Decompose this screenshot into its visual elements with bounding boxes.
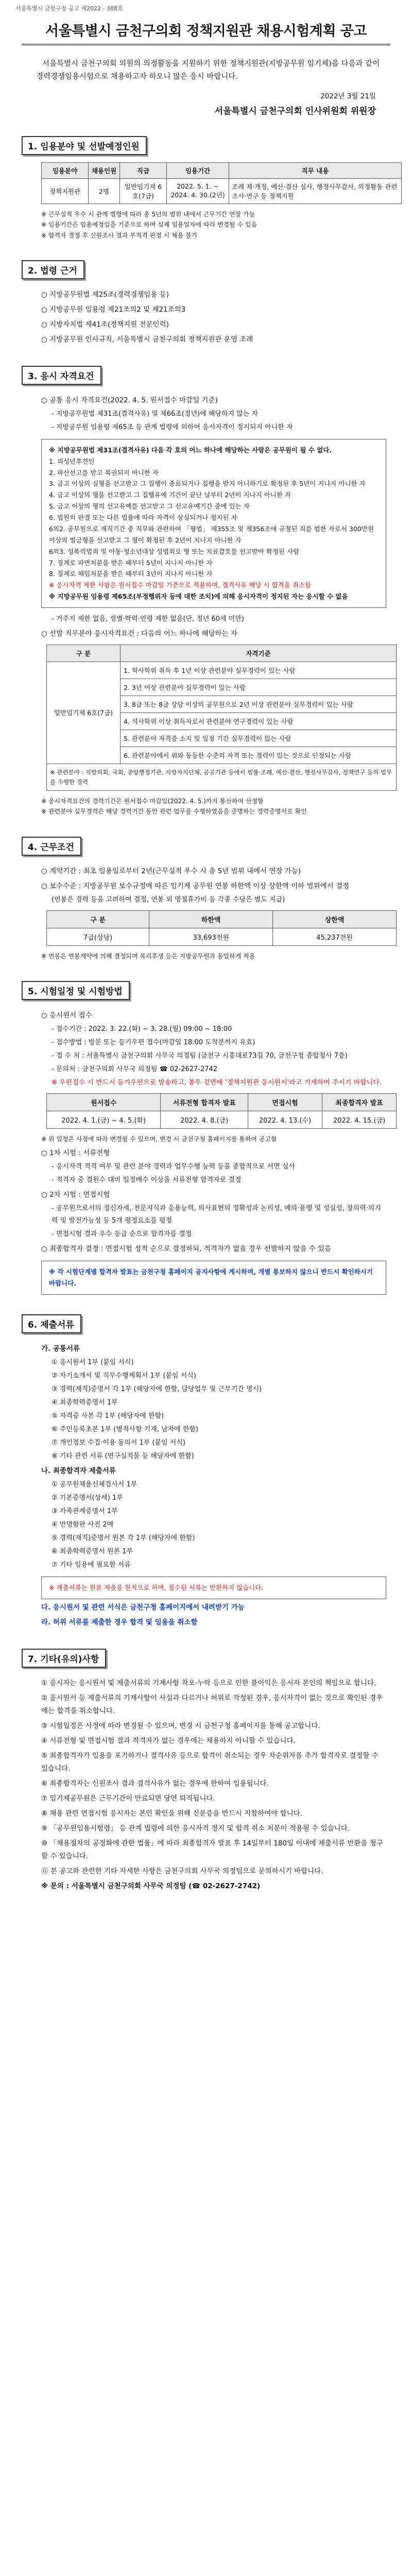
qualification-item: - 지방공무원법 제31조(결격사유) 및 제66조(정년)에 해당하지 않는 자 [52, 410, 258, 418]
section-heading-qualification: 3. 응시 자격요건 [22, 366, 101, 385]
law-item: ○ 지방자치법 제41조(정책지원 전문인력) [41, 320, 169, 329]
schedule-item: - 접수방법 : 방문 또는 등기우편 접수(마감일 18:00 도착분까지 유효) [52, 1039, 255, 1047]
table-header: 원서접수 [47, 1094, 161, 1111]
doc-item: 나. 최종합격자 제출서류 [41, 1466, 116, 1475]
schedule-item: - 접수기간 : 2022. 3. 22.(화) ~ 3. 28.(월) 09:00 ~ 18:00 [52, 1025, 232, 1033]
schedule-note: ※ 위 일정은 사정에 따라 변경될 수 있으며, 변경 시 금천구청 홈페이지를 통하여 공고함 [41, 1136, 277, 1143]
doc-item: ⑧ 기타 관련 서류 (연구실적물 등 해당자에 한함) [52, 1452, 194, 1460]
note-line: ※ 관련분야 실무경력은 해당 경력기간 동안 관련 업무를 수행하였음을 증명하는 경력증명서로 확인 [41, 808, 307, 816]
misc-item: ⑥ 최종합격자는 신원조사 결과 결격사유가 없는 경우에 한하여 임용됩니다. [41, 1779, 269, 1788]
doc-item: ⑥ 주민등록초본 1부 (병적사항 기재, 남자에 한함) [52, 1425, 199, 1433]
list-item: 8. 징계로 해임처분을 받은 때부터 3년이 지나지 아니한 자 [49, 570, 213, 578]
note-line: ※ 근무실적 우수 시 관계 법령에 따라 총 5년의 범위 내에서 근무기간 연장 가능 [41, 210, 255, 218]
salary-table [46, 910, 397, 946]
table-cell: 2022. 4. 15.(금) [322, 1111, 397, 1129]
page-title: 서울특별시 금천구의회 정책지원관 채용시험계획 공고 [45, 23, 367, 39]
table-cell: 일반임기제 6호(7급) [120, 178, 167, 204]
list-item: 7. 징계로 파면처분을 받은 때부터 5년이 지나지 아니한 자 [49, 558, 213, 567]
announcement-date: 2022년 3월 21일 [320, 92, 376, 100]
doc-item: ② 자기소개서 및 직무수행계획서 1부 (붙임 서식) [52, 1371, 196, 1380]
doc-item: ③ 경력(재직)증명서 각 1부 (해당자에 한함, 담당업무 및 근무기간 명시) [52, 1385, 262, 1393]
doc-item: ① 응시원서 1부 (붙임 서식) [52, 1358, 134, 1366]
positions-table [41, 162, 402, 204]
experience-notes [41, 796, 381, 817]
doc-item: ⑥ 최종학력증명서 원본 1부 [52, 1548, 133, 1556]
law-item: ○ 지방공무원 임용령 제21조의2 및 제21조의3 [41, 305, 186, 314]
doc-item: ③ 가족관계증명서 1부 [52, 1507, 118, 1515]
misc-item: ⑧ 채용 관련 면접시험 응시자는 본인 확인을 위해 신분증을 반드시 지참하여야 합니다. [41, 1809, 302, 1818]
table-header: 직무 내용 [229, 162, 402, 178]
law-item: ○ 지방공무원법 제25조(경력경쟁임용 등) [41, 290, 169, 299]
work-item: ○ 보수수준 : 지방공무원 보수규정에 따른 임기제 공무원 연봉 하한액 이상 상한액 이하 범위에서 결정 [41, 882, 350, 890]
misc-item: ⑩ 「채용절차의 공정화에 관한 법률」에 따라 최종합격자 발표 후 14일부터 180일 이내에 제출서류 반환을 청구할 수 있습니다. [41, 1839, 383, 1860]
misc-item: ⑪ 본 공고와 관련한 기타 자세한 사항은 금천구의회 사무국 의정팀으로 문의하시기 바랍니다. [41, 1867, 323, 1875]
disqualification-box [41, 439, 386, 608]
table-cell: 2022. 4. 8.(금) [161, 1111, 248, 1129]
section-heading-documents: 6. 제출서류 [22, 1314, 81, 1333]
table-header: 임용기간 [167, 162, 229, 178]
document-number: 서울특별시 금천구청 공고 제2022 - 308호 [15, 5, 123, 12]
section-heading-work: 4. 근무조건 [22, 837, 81, 856]
table-cell: 1. 학사학위 취득 후 1년 이상 관련분야 실무경력이 있는 사람 [121, 662, 397, 679]
intro-text: 서울특별시 금천구의회 의원의 의정활동을 지원하기 위한 정책지원관(지방공무원 임기제)을 다음과 같이 경력경쟁임용시험으로 채용하고자 하오니 많은 응시 바랍니다. [36, 60, 380, 81]
title-divider [22, 44, 390, 45]
list-item: 6의3. 성폭력범죄 및 아동·청소년대상 성범죄로 형 또는 치료감호를 선고받아 확정된 사람 [49, 547, 300, 555]
table-header: 하한액 [149, 910, 273, 928]
common-qualification: ○ 공통 응시 자격요건(2022. 4. 5. 원서접수 마감일 기준) [41, 396, 218, 404]
table-cell: 5. 관련분야 자격증 소지 및 일정 기간 실무경력이 있는 사람 [121, 730, 397, 747]
list-item: 3. 금고 이상의 실형을 선고받고 그 집행이 종료되거나 집행을 받지 아니하기로 확정된 후 5년이 지나지 아니한 자 [49, 480, 366, 488]
table-cell: 2022. 4. 13.(수) [248, 1111, 322, 1129]
note-line: ※ 응시자격요건의 경력기간은 원서접수 마감일(2022. 4. 5.)까지 통산하여 산정함 [41, 797, 264, 805]
table-cell: 정책지원관 [42, 178, 89, 204]
table-cell: 3. 8급 또는 8급 상당 이상의 공무원으로 2년 이상 관련분야 실무경력이 있는 사람 [121, 696, 397, 713]
table-cell: 2022. 4. 1.(금) ~ 4. 5.(화) [47, 1111, 161, 1129]
table-header: 구 분 [47, 910, 149, 928]
list-item: 2. 파산선고를 받고 복권되지 아니한 자 [49, 468, 159, 477]
work-item: ○ 계약기간 : 최초 임용일로부터 2년(근무실적 우수 시 총 5년 범위 내에서 연장 가능) [41, 867, 301, 875]
exam-schedule-table [46, 1093, 397, 1129]
schedule-item: - 문의처 : 금천구의회 사무국 의정팀 ☎ 02-2627-2742 [52, 1065, 218, 1074]
doc-item: 가. 공통서류 [41, 1344, 80, 1353]
table-cell: 6. 관련분야에서 위와 동등한 수준의 자격 또는 경력이 있는 것으로 인정되는 사람 [121, 747, 397, 764]
blue-doc-item: 다. 응시원서 및 관련 서식은 금천구청 홈페이지에서 내려받기 가능 [41, 1603, 245, 1612]
misc-item: ④ 서류전형 및 면접시험 결과 적격자가 없는 경우에는 채용하지 아니할 수 있습니다. [41, 1736, 296, 1745]
signer: 서울특별시 금천구의회 인사위원회 위원장 [214, 106, 376, 116]
list-item: 6. 법원의 판결 또는 다른 법률에 따라 자격이 상실되거나 정지된 자 [49, 514, 237, 522]
doc-item: ⑤ 경력(재직)증명서 원본 각 1부 (해당자에 한함) [52, 1534, 195, 1543]
list-item: 5. 금고 이상의 형의 선고유예를 선고받고 그 선고유예기간 중에 있는 자 [49, 502, 250, 511]
table-cell: 33,693천원 [149, 928, 273, 945]
law-note: ※ 지방공무원 임용령 제65조(부정행위자 등에 대한 조치)에 의해 응시자격이 정지된 자는 응시할 수 없음 [49, 592, 348, 601]
misc-item: ⑦ 임기제공무원은 근무기간이 만료되면 당연 퇴직됩니다. [41, 1794, 215, 1803]
table-cell: 45,237천원 [273, 928, 397, 945]
table-cell: 조례 제·개정, 예산·결산 심사, 행정사무감사, 의정활동 관련 조사·연구 등 정책지원 [229, 178, 402, 204]
section-heading-misc: 7. 기타(유의)사항 [22, 1649, 106, 1668]
schedule-item: - 접 수 처 : 서울특별시 금천구의회 사무국 의정팀 (금천구 시흥대로73길 70, 금천구청 종합청사 7층) [52, 1052, 348, 1060]
table-cell: 7급(상당) [47, 928, 149, 945]
table-header: 면접시험 [248, 1094, 322, 1111]
table-cell: 2. 3년 이상 관련분야 실무경력이 있는 사람 [121, 679, 397, 696]
salary-note: ※ 연봉은 연봉계약에 의해 결정되며 복리후생 등은 지방공무원과 동일하게 적용 [41, 952, 255, 960]
table-note: ※ 관련분야 : 지방의회, 국회, 중앙행정기관, 지방자치단체, 공공기관 등에서 법률·조례, 예산·결산, 행정사무감사, 정책연구 등의 업무를 수행한 경력 [47, 764, 397, 791]
list-item: 4. 금고 이상의 형을 선고받고 그 집행유예 기간이 끝난 날부터 2년이 지나지 아니한 자 [49, 491, 291, 499]
misc-item: ① 응시자는 응시원서 및 제출서류의 기재사항 착오·누락 등으로 인한 불이익은 응시자 본인의 책임으로 합니다. [41, 1679, 376, 1687]
doc-item: ⑤ 자격증 사본 각 1부 (해당자에 한함) [52, 1412, 164, 1420]
list-item: 6의2. 공무원으로 재직기간 중 직무와 관련하여 「형법」 제355조 및 제356조에 규정된 죄를 범한 자로서 300만원 이상의 벌금형을 선고받고 그 형이 확정된 후 2년이 지나지 아니한 자 [49, 524, 374, 544]
doc-item: ⑦ 개인정보 수집·이용 동의서 1부 (붙임 서식) [52, 1438, 185, 1447]
table-cell: 2022. 5. 1. ~ 2024. 4. 30.(2년) [167, 178, 229, 204]
red-note: ※ 우편접수 시 반드시 등기우편으로 발송하고, 봉투 겉면에 '정책지원관 응시원서'라고 기재하여 주시기 바랍니다. [52, 1079, 382, 1087]
table-header: 임용분야 [42, 162, 89, 178]
doc-item: ② 기본증명서(상세) 1부 [52, 1494, 123, 1502]
exam-method-item: - 공무원으로서의 정신자세, 전문지식과 응용능력, 의사표현의 정확성과 논리성, 예의·품행 및 성실성, 창의력·의지력 및 발전가능성 등 5개 평정요소를 평정 [52, 1204, 382, 1225]
table-cell: 4. 석사학위 이상 취득자로서 관련분야 연구경력이 있는 사람 [121, 713, 397, 730]
section-heading-exam: 5. 시험일정 및 시험방법 [22, 981, 130, 1000]
exam-method-item: ○ 2차 시험 : 면접시험 [41, 1190, 110, 1199]
table-cell: 일반임기제 6호(7급) [47, 662, 121, 764]
misc-item: ⑨ 「공무원임용시험령」 등 관계 법령에 의한 응시자격 정지 및 합격 취소 처분이 적용될 수 있습니다. [41, 1824, 350, 1833]
box-title: ※ 지방공무원법 제31조(결격사유) 다음 각 호의 어느 하나에 해당하는 사람은 공무원이 될 수 없다. [49, 446, 332, 454]
exam-method-item: - 면접시험 결과 우수 등급 순으로 합격자를 결정 [52, 1230, 192, 1238]
table-header: 서류전형 합격자 발표 [161, 1094, 248, 1111]
list-item: 1. 피성년후견인 [49, 457, 95, 465]
work-item: (연봉은 경력 등을 고려하여 결정, 연봉 외 명절휴가비 등 각종 수당은 별도 지급) [52, 895, 285, 904]
section-heading-positions: 1. 임용분야 및 선발예정인원 [22, 136, 147, 155]
table-header: 구 분 [47, 645, 121, 662]
red-note: ※ 제출서류는 원본 제출을 원칙으로 하며, 접수된 서류는 반환하지 않습니다. [41, 1577, 386, 1599]
exam-method-item: - 응시자격 적격 여부 및 관련 분야 경력과 업무수행 능력 등을 종합적으로 서면 심사 [52, 1162, 295, 1171]
misc-item: ② 응시원서 등 제출서류의 기재사항이 사실과 다르거나 허위로 작성된 경우, 응시자격이 없는 것으로 확인된 경우에는 합격을 취소합니다. [41, 1693, 383, 1715]
detail-qualification-title: ○ 선발 직무분야 응시자격요건 : 다음의 어느 하나에 해당하는 자 [41, 630, 237, 638]
exam-method-item: - 적격자 중 결원수 대비 일정배수 이상을 서류전형 합격자로 결정 [52, 1176, 242, 1184]
doc-item: ④ 반명함판 사진 2매 [52, 1521, 114, 1529]
residence-note: - 거주지 제한 없음, 성별·학력·연령 제한 없음(단, 정년 60세 미만) [52, 615, 244, 623]
law-item: ○ 지방공무원 인사규칙, 서울특별시 금천구의회 정책지원관 운영 조례 [41, 335, 253, 344]
note-line: ※ 합격자 결정 후 신원조사 결과 부적격 판정 시 채용 불가 [41, 231, 198, 239]
contact-note: ※ 문의 : 서울특별시 금천구의회 사무국 의정팀 (☎ 02-2627-2742) [41, 1882, 261, 1890]
schedule-title: ○ 응시원서 접수 [41, 1011, 92, 1020]
qualification-item: - 지방공무원 임용령 제65조 등 관계 법령에 의하여 응시자격이 정지되지 아니한 자 [52, 423, 293, 431]
blue-doc-item: 라. 허위 서류를 제출한 경우 합격 및 임용을 취소함 [41, 1618, 198, 1627]
table-header: 직급 [120, 162, 167, 178]
table-header: 채용인원 [89, 162, 120, 178]
table-header: 상한액 [273, 910, 397, 928]
blue-note: ※ 각 시험단계별 합격자 발표는 금천구청 홈페이지 공지사항에 게시하며, 개별 통보하지 않으니 반드시 확인하시기 바랍니다. [41, 1261, 386, 1295]
doc-item: ④ 최종학력증명서 1부 [52, 1398, 118, 1406]
doc-item: ① 공무원채용신체검사서 1부 [52, 1480, 138, 1488]
table-header: 자격기준 [121, 645, 397, 662]
red-note: ※ 응시자격 제한 사항은 원서접수 마감일 기준으로 적용하며, 결격사유 해당 시 합격을 취소함 [49, 581, 311, 589]
section-heading-law: 2. 법령 근거 [22, 260, 84, 279]
exam-method-item: ○ 최종합격자 결정 : 면접시험 성적 순으로 결정하되, 적격자가 없을 경우 선발하지 않을 수 있음 [41, 1244, 332, 1253]
table-cell: 2명 [89, 178, 120, 204]
positions-notes [41, 209, 381, 241]
qualification-table [46, 645, 397, 791]
doc-item: ⑦ 기타 임용에 필요한 서류 [52, 1561, 131, 1569]
table-header: 최종합격자 발표 [322, 1094, 397, 1111]
misc-item: ⑤ 최종합격자가 임용을 포기하거나 결격사유 등으로 합격이 취소되는 경우 차순위자를 추가 합격자로 결정할 수 있습니다. [41, 1751, 379, 1773]
note-line: ※ 임용기간은 임용예정일을 기준으로 하며 실제 임용일자에 따라 변경될 수 있음 [41, 221, 258, 229]
misc-item: ③ 시험일정은 사정에 따라 변경될 수 있으며, 변경 시 금천구청 홈페이지를 통해 공고합니다. [41, 1721, 320, 1730]
exam-method-item: ○ 1차 시험 : 서류전형 [41, 1148, 110, 1157]
